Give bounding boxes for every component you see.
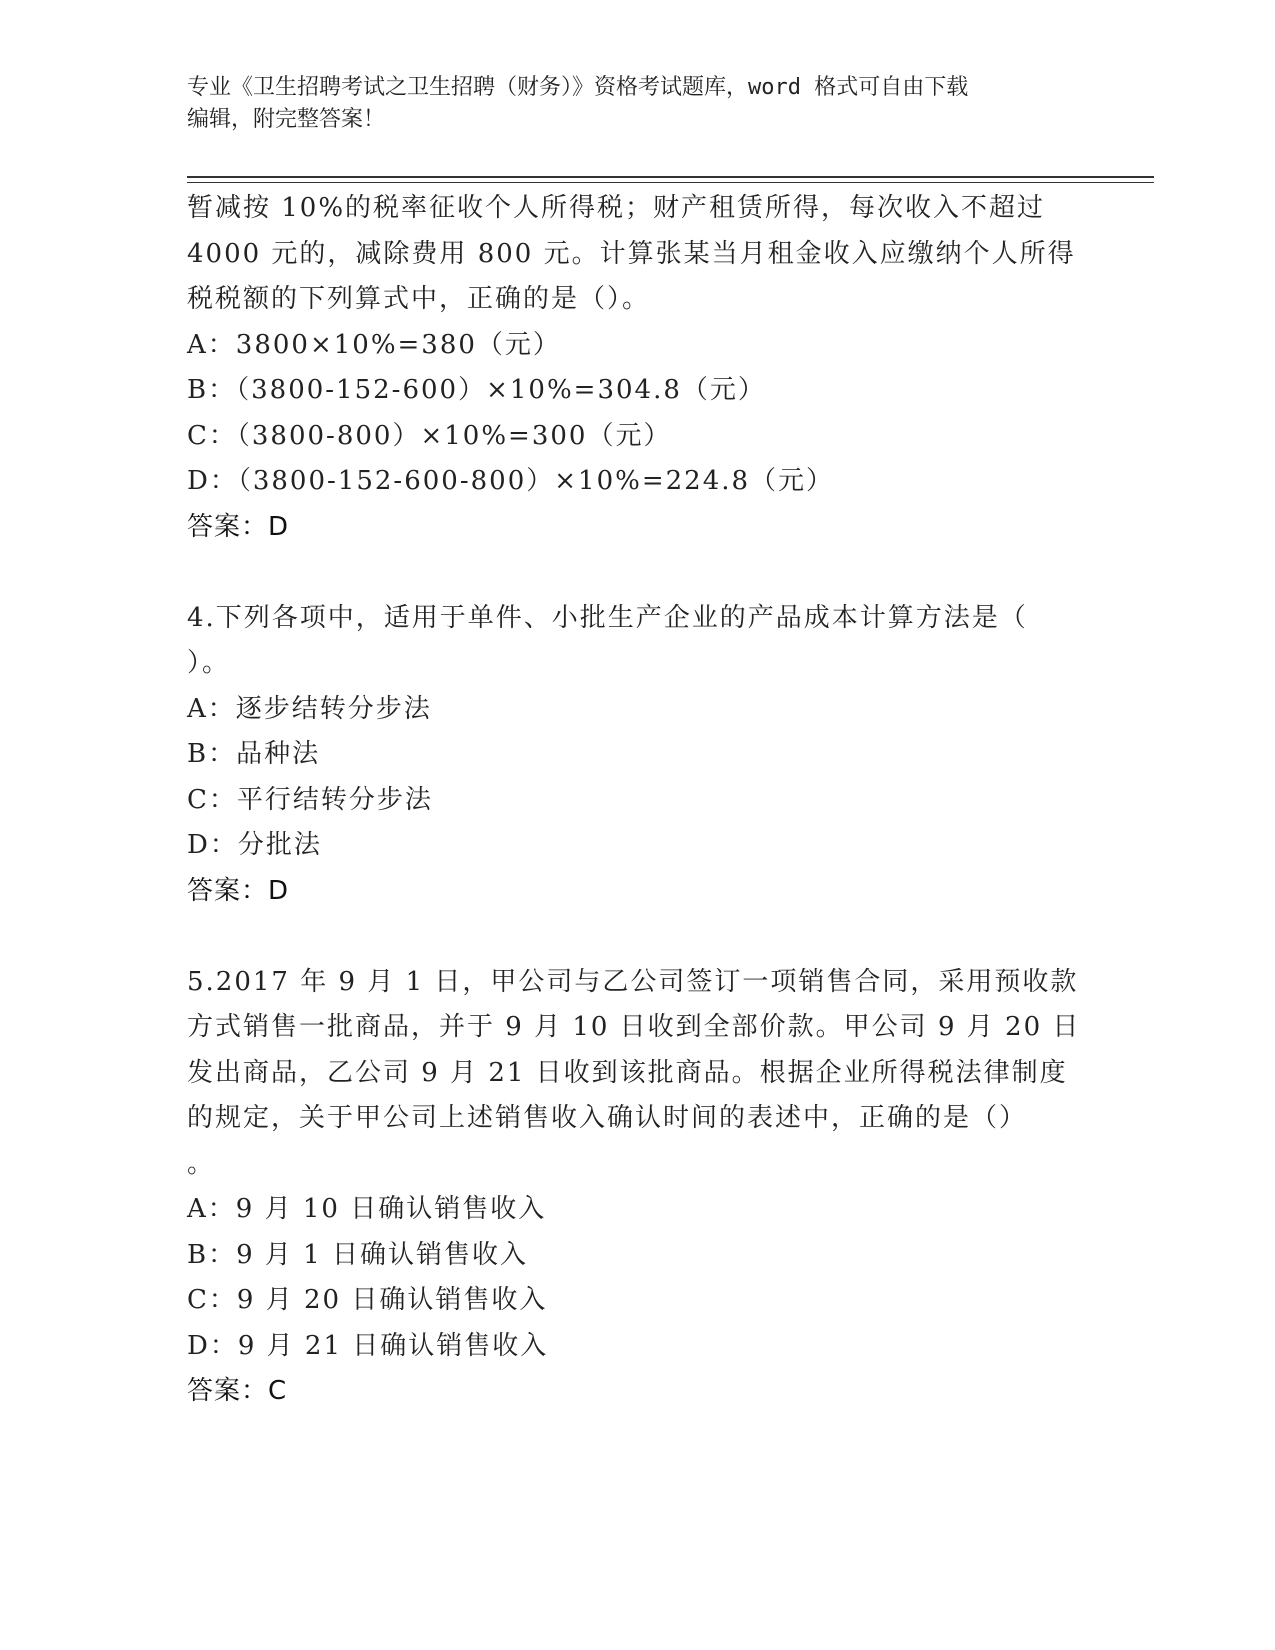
- question-stem-line: ）。: [187, 648, 231, 678]
- question-spacer: [187, 550, 1087, 596]
- question-3: [187, 186, 1087, 550]
- header-title-line-2: 编辑，附完整答案！: [187, 107, 386, 132]
- option-a: A：9 月 10 日确认销售收入: [187, 1194, 547, 1224]
- question-stem-line: 发出商品，乙公司 9 月 21 日收到该批商品。根据企业所得税法律制度: [187, 1057, 1068, 1088]
- option-b: B：（3800-152-600）×10%=304.8（元）: [187, 375, 766, 405]
- question-stem-line: 4.下列各项中，适用于单件、小批生产企业的产品成本计算方法是（: [187, 602, 1028, 633]
- question-stem-line: 5.2017 年 9 月 1 日，甲公司与乙公司签订一项销售合同，采用预收款: [187, 966, 1079, 997]
- option-d: D：9 月 21 日确认销售收入: [187, 1330, 549, 1361]
- option-c: C：平行结转分步法: [187, 784, 433, 815]
- answer-line: 答案：D: [187, 511, 290, 542]
- header-title-line-1: 专业《卫生招聘考试之卫生招聘（财务）》资格考试题库，word 格式可自由下载: [187, 75, 969, 100]
- option-d: D：（3800-152-600-800）×10%=224.8（元）: [187, 466, 835, 496]
- option-b: B：9 月 1 日确认销售收入: [187, 1239, 528, 1270]
- question-stem-line: 税税额的下列算式中，正确的是（）。: [187, 284, 651, 314]
- option-d: D：分批法: [187, 830, 322, 860]
- header-divider-thin: [187, 182, 1154, 183]
- question-stem-line: 方式销售一批商品，并于 9 月 10 日收到全部价款。甲公司 9 月 20 日: [187, 1012, 1081, 1042]
- answer-line: 答案：D: [187, 875, 290, 906]
- question-stem-line: 的规定，关于甲公司上述销售收入确认时间的表述中，正确的是（）: [187, 1103, 1028, 1133]
- header-divider-thick: [187, 176, 1154, 178]
- document-header: [187, 72, 1087, 136]
- question-stem-line: 。: [187, 1148, 216, 1179]
- option-a: A：3800×10%=380（元）: [187, 329, 561, 360]
- question-5: [187, 960, 1087, 1415]
- answer-line: 答案：C: [187, 1376, 288, 1406]
- question-list: [187, 186, 1087, 1415]
- option-c: C：9 月 20 日确认销售收入: [187, 1285, 548, 1315]
- question-stem-line: 4000 元的，减除费用 800 元。计算张某当月租金收入应缴纳个人所得: [187, 238, 1076, 269]
- option-b: B：品种法: [187, 739, 321, 769]
- option-c: C：（3800-800）×10%=300（元）: [187, 420, 672, 451]
- question-spacer: [187, 914, 1087, 960]
- option-a: A：逐步结转分步法: [187, 693, 432, 724]
- question-4: [187, 596, 1087, 915]
- question-stem-line: 暂减按 10%的税率征收个人所得税；财产租赁所得，每次收入不超过: [187, 193, 1046, 223]
